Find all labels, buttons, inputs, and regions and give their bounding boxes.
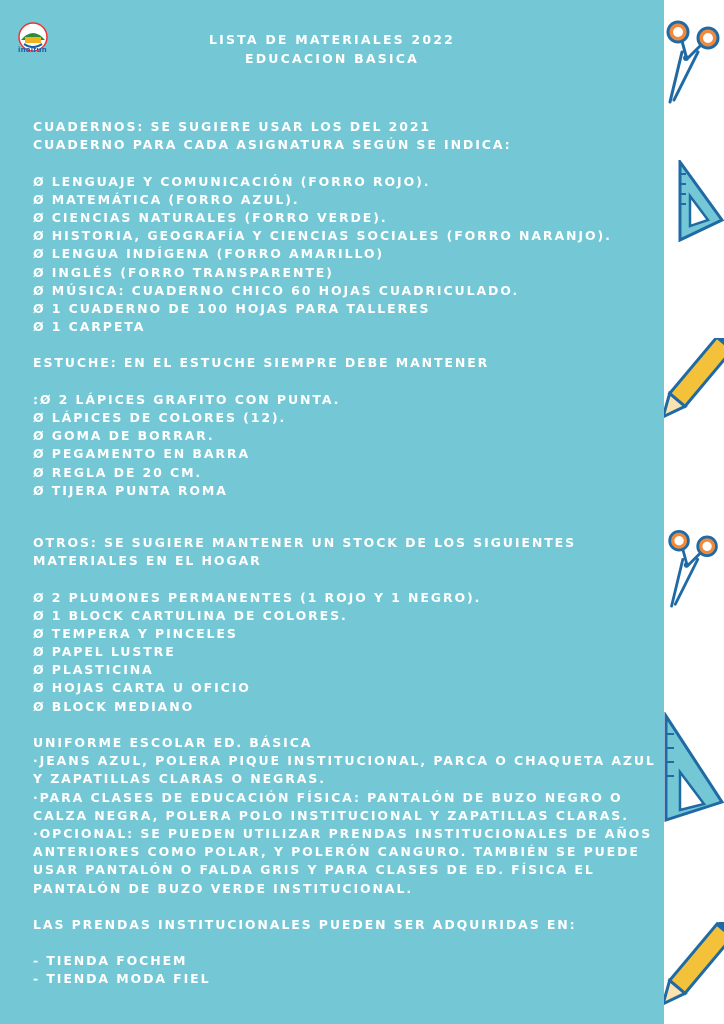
decoration-strip [664,0,724,1024]
list-item: Ø REGLA DE 20 CM. [33,464,203,480]
pencil-icon [664,922,724,1012]
list-item: Ø PLASTICINA [33,662,154,678]
page-header [0,30,664,68]
list-item: Ø INGLÉS (FORRO TRANSPARENTE) [33,264,334,280]
list-item: Ø LENGUAJE Y COMUNICACIÓN (FORRO ROJO). [33,173,431,189]
list-item: :Ø 2 LÁPICES GRAFITO CON PUNTA. [33,391,341,407]
list-item: Ø PEGAMENTO EN BARRA [33,446,251,462]
uniforme-line: ·PARA CLASES DE EDUCACIÓN FÍSICA: PANTALÓN DE BUZO NEGRO O [33,789,623,805]
cuadernos-subheading: CUADERNO PARA CADA ASIGNATURA SEGÚN SE INDICA: [33,137,512,153]
list-item: Ø HOJAS CARTA U OFICIO [33,680,251,696]
estuche-heading: ESTUCHE: EN EL ESTUCHE SIEMPRE DEBE MANTENER [33,355,490,371]
scissors-icon [664,522,724,608]
store-item: - TIENDA FOCHEM [33,953,188,969]
list-item: Ø MÚSICA: CUADERNO CHICO 60 HOJAS CUADRICULADO. [33,282,520,298]
list-item: Ø MATEMÁTICA (FORRO AZUL). [33,191,300,207]
ruler-triangle-icon [678,160,724,242]
uniforme-line: PANTALÓN DE BUZO VERDE INSTITUCIONAL. [33,880,413,896]
list-item: Ø TEMPERA Y PINCELES [33,625,238,641]
otros-subheading: MATERIALES EN EL HOGAR [33,553,262,569]
list-item: Ø LÁPICES DE COLORES (12). [33,410,287,425]
pencil-icon [664,338,724,422]
list-item: Ø 1 CARPETA [33,319,146,335]
uniforme-line: ANTERIORES COMO POLAR, Y POLERÓN CANGURO. TAMBIÉN SE PUEDE [33,844,640,860]
list-item: Ø 1 CUADERNO DE 100 HOJAS PARA TALLERES [33,300,431,316]
uniforme-line: CALZA NEGRA, POLERA POLO INSTITUCIONAL Y ZAPATILLAS CLARAS. [33,807,629,823]
list-item: Ø PAPEL LUSTRE [33,644,176,660]
logo-text: inalfun [18,46,47,54]
page-title: LISTA DE MATERIALES 2022 [208,32,456,47]
ruler-triangle-icon [664,712,724,824]
prendas-heading: LAS PRENDAS INSTITUCIONALES PUEDEN SER ADQUIRIDAS EN: [33,916,577,932]
cuadernos-heading: CUADERNOS: SE SUGIERE USAR LOS DEL 2021 [33,119,432,134]
list-item: Ø GOMA DE BORRAR. [33,428,215,444]
scissors-icon [664,12,724,104]
list-item: Ø 2 PLUMONES PERMANENTES (1 ROJO Y 1 NEGRO). [33,589,482,605]
otros-heading: OTROS: SE SUGIERE MANTENER UN STOCK DE LOS SIGUIENTES [33,534,576,550]
uniforme-line: USAR PANTALÓN O FALDA GRIS Y PARA CLASES DE ED. FÍSICA EL [33,862,595,878]
uniforme-line: Y ZAPATILLAS CLARAS O NEGRAS. [33,771,326,787]
list-item: Ø BLOCK MEDIANO [33,698,195,714]
uniforme-line: ·JEANS AZUL, POLERA PIQUE INSTITUCIONAL, PARCA O CHAQUETA AZUL [33,753,656,769]
uniforme-line: ·OPCIONAL: SE PUEDEN UTILIZAR PRENDAS INSTITUCIONALES DE AÑOS [33,825,653,841]
materials-list [33,118,658,989]
page-subtitle: EDUCACION BASICA [244,51,420,66]
list-item: Ø CIENCIAS NATURALES (FORRO VERDE). [33,209,388,225]
list-item: Ø LENGUA INDÍGENA (FORRO AMARILLO) [33,246,385,262]
uniforme-heading: UNIFORME ESCOLAR ED. BÁSICA [33,735,313,750]
store-item: - TIENDA MODA FIEL [33,971,211,987]
list-item: Ø TIJERA PUNTA ROMA [33,482,228,498]
list-item: Ø 1 BLOCK CARTULINA DE COLORES. [33,607,348,623]
list-item: Ø HISTORIA, GEOGRAFÍA Y CIENCIAS SOCIALES (FORRO NARANJO). [33,228,612,244]
